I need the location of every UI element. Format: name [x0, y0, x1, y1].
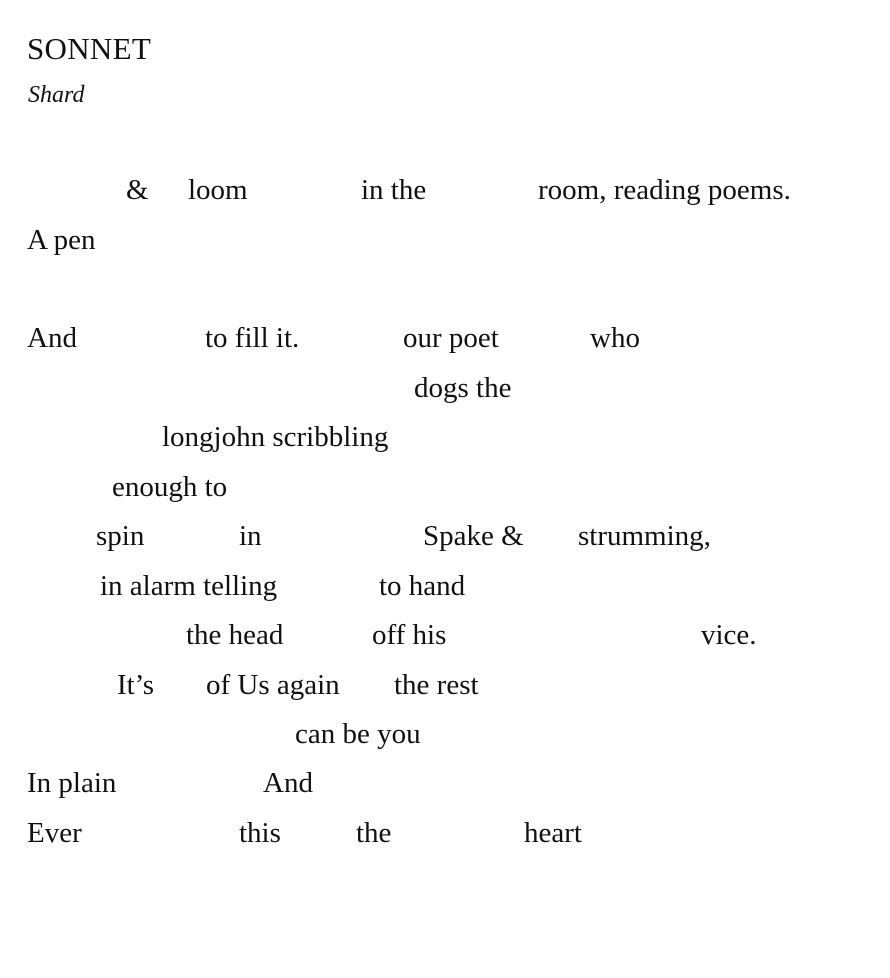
poem-fragment: of Us again: [206, 669, 340, 701]
poem-fragment: Ever: [27, 817, 82, 849]
poem-line: [0, 714, 890, 754]
poem-line: [0, 417, 890, 457]
poem-line: [0, 813, 890, 853]
poem-fragment: room, reading poems.: [538, 174, 791, 206]
poem-fragment: dogs the: [414, 372, 512, 404]
poem-fragment: And: [263, 767, 313, 799]
poem-line: [0, 170, 890, 210]
poem-fragment: the rest: [394, 669, 479, 701]
poem-fragment: can be you: [295, 718, 421, 750]
poem-fragment: vice.: [701, 619, 757, 651]
poem-line: [0, 665, 890, 705]
poem-fragment: A pen: [27, 224, 96, 256]
poem-fragment: to hand: [379, 570, 466, 602]
poem-fragment: heart: [524, 817, 582, 849]
poem-fragment: loom: [188, 174, 248, 206]
poem-fragment: And: [27, 322, 77, 354]
poem-fragment: who: [590, 322, 640, 354]
poem-line: [0, 368, 890, 408]
poem-fragment: strumming,: [578, 520, 711, 552]
poem-fragment: this: [239, 817, 281, 849]
poem-fragment: enough to: [112, 471, 228, 503]
poem-fragment: It’s: [117, 669, 155, 701]
poem-line: [0, 318, 890, 358]
poem-line: [0, 220, 890, 260]
poem-fragment: In plain: [27, 767, 117, 799]
poem-title: SONNET: [27, 31, 152, 66]
poem-line: [0, 566, 890, 606]
poem-line: [0, 615, 890, 655]
poem-fragment: the head: [186, 619, 284, 651]
poem-line: [0, 467, 890, 507]
poem-fragment: spin: [96, 520, 145, 552]
poem-fragment: off his: [372, 619, 447, 651]
poem-fragment: longjohn scribbling: [162, 421, 389, 453]
poem-author: Shard: [28, 82, 85, 108]
poem-fragment: in: [239, 520, 262, 552]
poem-line: [0, 763, 890, 803]
poem-fragment: the: [356, 817, 392, 849]
poem-fragment: in alarm telling: [100, 570, 278, 602]
poem-fragment: in the: [361, 174, 427, 206]
poem-fragment: &: [126, 174, 149, 206]
poem-line: [0, 516, 890, 556]
poem-fragment: Spake &: [423, 520, 524, 552]
poem-fragment: our poet: [403, 322, 499, 354]
poem-fragment: to fill it.: [205, 322, 300, 354]
